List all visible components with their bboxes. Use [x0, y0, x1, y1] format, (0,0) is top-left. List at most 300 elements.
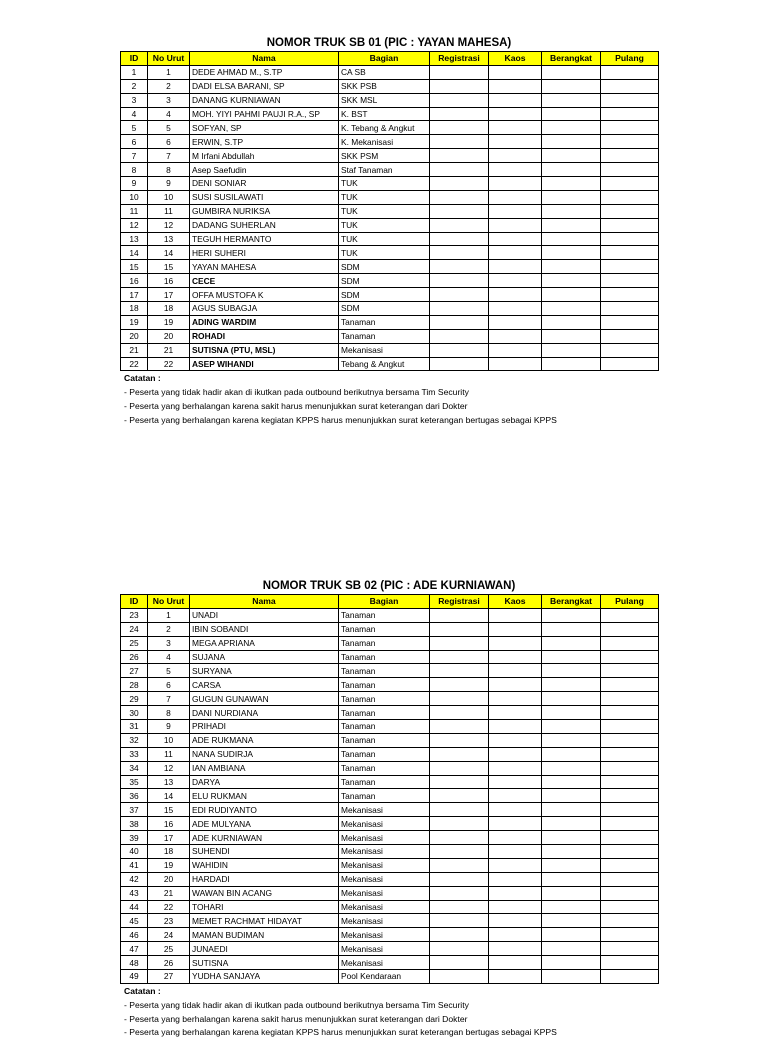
cell-kaos	[489, 858, 542, 872]
cell-berangkat	[542, 970, 601, 984]
cell-kaos	[489, 177, 542, 191]
cell-berangkat	[542, 956, 601, 970]
truck-section-1	[0, 36, 768, 428]
cell-pulang	[601, 706, 659, 720]
cell-berangkat	[542, 204, 601, 218]
cell-id: 20	[121, 329, 148, 343]
cell-pulang	[601, 121, 659, 135]
cell-kaos	[489, 970, 542, 984]
cell-no-urut: 14	[148, 246, 190, 260]
truck-section-2	[0, 579, 768, 1040]
cell-registrasi	[430, 288, 489, 302]
cell-nama: PRIHADI	[190, 720, 339, 734]
cell-no-urut: 8	[148, 163, 190, 177]
cell-kaos	[489, 872, 542, 886]
cell-registrasi	[430, 720, 489, 734]
cell-berangkat	[542, 650, 601, 664]
cell-kaos	[489, 692, 542, 706]
cell-bagian: K. Mekanisasi	[339, 135, 430, 149]
section-title: NOMOR TRUK SB 01 (PIC : YAYAN MAHESA)	[266, 37, 512, 49]
participant-table	[120, 594, 659, 984]
cell-id: 19	[121, 315, 148, 329]
cell-registrasi	[430, 622, 489, 636]
cell-pulang	[601, 288, 659, 302]
cell-no-urut: 18	[148, 302, 190, 316]
table-row	[121, 928, 659, 942]
cell-registrasi	[430, 93, 489, 107]
cell-pulang	[601, 942, 659, 956]
note-item: - Peserta yang tidak hadir akan di ikutkan pada outbound berikutnya bersama Tim Security	[124, 387, 469, 398]
cell-nama: NANA SUDIRJA	[190, 747, 339, 761]
cell-registrasi	[430, 218, 489, 232]
cell-pulang	[601, 956, 659, 970]
cell-no-urut: 3	[148, 636, 190, 650]
table-row	[121, 872, 659, 886]
cell-nama: DARYA	[190, 775, 339, 789]
table-row	[121, 942, 659, 956]
cell-bagian: Tanaman	[339, 720, 430, 734]
cell-bagian: Mekanisasi	[339, 886, 430, 900]
cell-pulang	[601, 775, 659, 789]
cell-registrasi	[430, 636, 489, 650]
cell-no-urut: 1	[148, 65, 190, 79]
cell-no-urut: 4	[148, 107, 190, 121]
cell-no-urut: 2	[148, 79, 190, 93]
cell-bagian: Mekanisasi	[339, 343, 430, 357]
cell-no-urut: 22	[148, 357, 190, 371]
cell-no-urut: 3	[148, 93, 190, 107]
cell-registrasi	[430, 831, 489, 845]
cell-kaos	[489, 928, 542, 942]
cell-pulang	[601, 970, 659, 984]
section-title: NOMOR TRUK SB 02 (PIC : ADE KURNIAWAN)	[262, 580, 516, 592]
cell-pulang	[601, 107, 659, 121]
cell-registrasi	[430, 190, 489, 204]
cell-no-urut: 6	[148, 135, 190, 149]
cell-berangkat	[542, 357, 601, 371]
cell-registrasi	[430, 664, 489, 678]
table-row	[121, 65, 659, 79]
cell-nama: MEMET RACHMAT HIDAYAT	[190, 914, 339, 928]
cell-kaos	[489, 733, 542, 747]
cell-id: 6	[121, 135, 148, 149]
cell-nama: M Irfani Abdullah	[190, 149, 339, 163]
cell-berangkat	[542, 817, 601, 831]
table-row	[121, 163, 659, 177]
cell-id: 49	[121, 970, 148, 984]
cell-bagian: K. BST	[339, 107, 430, 121]
cell-registrasi	[430, 914, 489, 928]
cell-bagian: Tanaman	[339, 789, 430, 803]
cell-bagian: Mekanisasi	[339, 914, 430, 928]
cell-berangkat	[542, 121, 601, 135]
cell-registrasi	[430, 942, 489, 956]
cell-no-urut: 16	[148, 817, 190, 831]
cell-berangkat	[542, 775, 601, 789]
column-header-no-urut: No Urut	[148, 52, 190, 66]
cell-registrasi	[430, 747, 489, 761]
cell-pulang	[601, 608, 659, 622]
cell-berangkat	[542, 608, 601, 622]
cell-id: 10	[121, 190, 148, 204]
cell-berangkat	[542, 93, 601, 107]
cell-registrasi	[430, 329, 489, 343]
cell-registrasi	[430, 302, 489, 316]
cell-no-urut: 17	[148, 831, 190, 845]
cell-nama: GUMBIRA NURIKSA	[190, 204, 339, 218]
cell-berangkat	[542, 79, 601, 93]
cell-pulang	[601, 872, 659, 886]
cell-nama: DEDE AHMAD M., S.TP	[190, 65, 339, 79]
cell-id: 18	[121, 302, 148, 316]
table-row	[121, 135, 659, 149]
cell-kaos	[489, 608, 542, 622]
cell-bagian: SKK MSL	[339, 93, 430, 107]
cell-id: 11	[121, 204, 148, 218]
cell-berangkat	[542, 747, 601, 761]
cell-pulang	[601, 761, 659, 775]
cell-kaos	[489, 622, 542, 636]
table-row	[121, 246, 659, 260]
cell-bagian: TUK	[339, 204, 430, 218]
cell-registrasi	[430, 315, 489, 329]
column-header-kaos: Kaos	[489, 595, 542, 609]
cell-kaos	[489, 204, 542, 218]
cell-nama: SUTISNA (PTU, MSL)	[190, 343, 339, 357]
cell-kaos	[489, 302, 542, 316]
cell-nama: YUDHA SANJAYA	[190, 970, 339, 984]
cell-pulang	[601, 900, 659, 914]
cell-nama: WAWAN BIN ACANG	[190, 886, 339, 900]
cell-registrasi	[430, 163, 489, 177]
cell-no-urut: 8	[148, 706, 190, 720]
cell-registrasi	[430, 65, 489, 79]
cell-no-urut: 10	[148, 733, 190, 747]
cell-kaos	[489, 664, 542, 678]
cell-id: 37	[121, 803, 148, 817]
notes	[124, 372, 768, 427]
cell-kaos	[489, 246, 542, 260]
cell-nama: EDI RUDIYANTO	[190, 803, 339, 817]
cell-id: 35	[121, 775, 148, 789]
table-row	[121, 107, 659, 121]
cell-bagian: Mekanisasi	[339, 817, 430, 831]
cell-id: 31	[121, 720, 148, 734]
cell-berangkat	[542, 678, 601, 692]
cell-bagian: Mekanisasi	[339, 900, 430, 914]
cell-id: 5	[121, 121, 148, 135]
cell-no-urut: 15	[148, 803, 190, 817]
cell-registrasi	[430, 204, 489, 218]
cell-berangkat	[542, 733, 601, 747]
cell-nama: TEGUH HERMANTO	[190, 232, 339, 246]
cell-berangkat	[542, 622, 601, 636]
cell-berangkat	[542, 789, 601, 803]
table-row	[121, 274, 659, 288]
cell-no-urut: 17	[148, 288, 190, 302]
cell-kaos	[489, 831, 542, 845]
cell-no-urut: 15	[148, 260, 190, 274]
cell-id: 45	[121, 914, 148, 928]
cell-no-urut: 24	[148, 928, 190, 942]
cell-nama: IAN AMBIANA	[190, 761, 339, 775]
cell-nama: MEGA APRIANA	[190, 636, 339, 650]
cell-registrasi	[430, 817, 489, 831]
cell-nama: HARDADI	[190, 872, 339, 886]
cell-pulang	[601, 232, 659, 246]
cell-bagian: TUK	[339, 177, 430, 191]
note-item: - Peserta yang tidak hadir akan di ikutkan pada outbound berikutnya bersama Tim Security	[124, 999, 469, 1010]
table-row	[121, 329, 659, 343]
cell-registrasi	[430, 775, 489, 789]
cell-id: 17	[121, 288, 148, 302]
cell-pulang	[601, 650, 659, 664]
cell-no-urut: 2	[148, 622, 190, 636]
cell-registrasi	[430, 608, 489, 622]
cell-id: 47	[121, 942, 148, 956]
cell-nama: SUHENDI	[190, 845, 339, 859]
cell-nama: MAMAN BUDIMAN	[190, 928, 339, 942]
table-row	[121, 858, 659, 872]
cell-nama: ERWIN, S.TP	[190, 135, 339, 149]
cell-berangkat	[542, 900, 601, 914]
cell-no-urut: 22	[148, 900, 190, 914]
cell-id: 28	[121, 678, 148, 692]
cell-registrasi	[430, 886, 489, 900]
cell-no-urut: 21	[148, 886, 190, 900]
column-header-pulang: Pulang	[601, 52, 659, 66]
cell-no-urut: 23	[148, 914, 190, 928]
cell-pulang	[601, 343, 659, 357]
table-row	[121, 357, 659, 371]
cell-pulang	[601, 274, 659, 288]
cell-no-urut: 16	[148, 274, 190, 288]
cell-no-urut: 12	[148, 761, 190, 775]
table-row	[121, 706, 659, 720]
cell-registrasi	[430, 135, 489, 149]
cell-berangkat	[542, 636, 601, 650]
cell-berangkat	[542, 928, 601, 942]
cell-id: 32	[121, 733, 148, 747]
cell-id: 23	[121, 608, 148, 622]
cell-berangkat	[542, 190, 601, 204]
cell-registrasi	[430, 121, 489, 135]
cell-pulang	[601, 302, 659, 316]
cell-kaos	[489, 720, 542, 734]
cell-no-urut: 5	[148, 664, 190, 678]
cell-registrasi	[430, 79, 489, 93]
column-header-nama: Nama	[190, 52, 339, 66]
cell-nama: GUGUN GUNAWAN	[190, 692, 339, 706]
cell-kaos	[489, 845, 542, 859]
cell-bagian: Mekanisasi	[339, 872, 430, 886]
cell-id: 27	[121, 664, 148, 678]
cell-bagian: SDM	[339, 302, 430, 316]
cell-bagian: Mekanisasi	[339, 942, 430, 956]
cell-bagian: TUK	[339, 246, 430, 260]
cell-berangkat	[542, 288, 601, 302]
table-row	[121, 288, 659, 302]
cell-nama: CECE	[190, 274, 339, 288]
column-header-bagian: Bagian	[339, 595, 430, 609]
table-body	[121, 608, 659, 983]
cell-kaos	[489, 232, 542, 246]
cell-nama: TOHARI	[190, 900, 339, 914]
cell-kaos	[489, 288, 542, 302]
cell-registrasi	[430, 803, 489, 817]
cell-berangkat	[542, 886, 601, 900]
cell-pulang	[601, 65, 659, 79]
note-item: - Peserta yang berhalangan karena kegiatan KPPS harus menunjukkan surat keterangan bertugas sebagai KPPS	[124, 1027, 557, 1038]
cell-pulang	[601, 149, 659, 163]
cell-pulang	[601, 204, 659, 218]
table-row	[121, 747, 659, 761]
table-row	[121, 692, 659, 706]
cell-pulang	[601, 817, 659, 831]
cell-id: 40	[121, 845, 148, 859]
cell-berangkat	[542, 803, 601, 817]
cell-kaos	[489, 79, 542, 93]
cell-pulang	[601, 720, 659, 734]
cell-kaos	[489, 817, 542, 831]
cell-id: 39	[121, 831, 148, 845]
cell-nama: ADING WARDIM	[190, 315, 339, 329]
cell-id: 9	[121, 177, 148, 191]
cell-id: 13	[121, 232, 148, 246]
cell-pulang	[601, 93, 659, 107]
cell-registrasi	[430, 956, 489, 970]
cell-id: 42	[121, 872, 148, 886]
cell-kaos	[489, 914, 542, 928]
cell-nama: HERI SUHERI	[190, 246, 339, 260]
cell-registrasi	[430, 650, 489, 664]
cell-bagian: Tanaman	[339, 636, 430, 650]
cell-bagian: Tanaman	[339, 775, 430, 789]
cell-registrasi	[430, 872, 489, 886]
cell-registrasi	[430, 845, 489, 859]
note-item: - Peserta yang berhalangan karena kegiatan KPPS harus menunjukkan surat keterangan bertugas sebagai KPPS	[124, 414, 557, 425]
table-row	[121, 733, 659, 747]
cell-bagian: Tanaman	[339, 608, 430, 622]
cell-registrasi	[430, 858, 489, 872]
table-row	[121, 149, 659, 163]
cell-nama: DANANG KURNIAWAN	[190, 93, 339, 107]
cell-registrasi	[430, 149, 489, 163]
cell-bagian: Tanaman	[339, 664, 430, 678]
cell-nama: WAHIDIN	[190, 858, 339, 872]
cell-berangkat	[542, 260, 601, 274]
cell-no-urut: 27	[148, 970, 190, 984]
cell-nama: ADE KURNIAWAN	[190, 831, 339, 845]
cell-registrasi	[430, 761, 489, 775]
cell-no-urut: 18	[148, 845, 190, 859]
cell-nama: ROHADI	[190, 329, 339, 343]
cell-pulang	[601, 622, 659, 636]
cell-no-urut: 20	[148, 872, 190, 886]
cell-nama: DADANG SUHERLAN	[190, 218, 339, 232]
cell-no-urut: 11	[148, 204, 190, 218]
cell-pulang	[601, 329, 659, 343]
cell-bagian: Tebang & Angkut	[339, 357, 430, 371]
cell-id: 7	[121, 149, 148, 163]
cell-id: 48	[121, 956, 148, 970]
cell-registrasi	[430, 177, 489, 191]
cell-nama: SOFYAN, SP	[190, 121, 339, 135]
cell-berangkat	[542, 302, 601, 316]
table-row	[121, 720, 659, 734]
table-row	[121, 204, 659, 218]
cell-nama: IBIN SOBANDI	[190, 622, 339, 636]
cell-id: 34	[121, 761, 148, 775]
cell-id: 4	[121, 107, 148, 121]
cell-kaos	[489, 706, 542, 720]
cell-id: 14	[121, 246, 148, 260]
cell-kaos	[489, 900, 542, 914]
cell-bagian: TUK	[339, 232, 430, 246]
cell-nama: DENI SONIAR	[190, 177, 339, 191]
cell-no-urut: 11	[148, 747, 190, 761]
cell-berangkat	[542, 343, 601, 357]
cell-pulang	[601, 789, 659, 803]
cell-nama: Asep Saefudin	[190, 163, 339, 177]
cell-pulang	[601, 928, 659, 942]
cell-berangkat	[542, 720, 601, 734]
table-row	[121, 678, 659, 692]
cell-no-urut: 13	[148, 232, 190, 246]
cell-bagian: Tanaman	[339, 747, 430, 761]
cell-pulang	[601, 678, 659, 692]
table-row	[121, 177, 659, 191]
column-header-id: ID	[121, 52, 148, 66]
cell-bagian: Tanaman	[339, 692, 430, 706]
table-row	[121, 789, 659, 803]
note-item: - Peserta yang berhalangan karena sakit harus menunjukkan surat keterangan dari Dokter	[124, 401, 468, 412]
cell-nama: ADE RUKMANA	[190, 733, 339, 747]
cell-no-urut: 13	[148, 775, 190, 789]
table-row	[121, 260, 659, 274]
table-row	[121, 121, 659, 135]
cell-berangkat	[542, 329, 601, 343]
cell-berangkat	[542, 177, 601, 191]
cell-pulang	[601, 747, 659, 761]
table-row	[121, 845, 659, 859]
cell-pulang	[601, 733, 659, 747]
cell-registrasi	[430, 678, 489, 692]
cell-nama: CARSA	[190, 678, 339, 692]
table-row	[121, 664, 659, 678]
cell-berangkat	[542, 135, 601, 149]
cell-kaos	[489, 747, 542, 761]
column-header-registrasi: Registrasi	[430, 52, 489, 66]
cell-kaos	[489, 789, 542, 803]
cell-pulang	[601, 190, 659, 204]
cell-registrasi	[430, 692, 489, 706]
cell-berangkat	[542, 246, 601, 260]
cell-bagian: Tanaman	[339, 329, 430, 343]
cell-id: 2	[121, 79, 148, 93]
cell-no-urut: 19	[148, 858, 190, 872]
cell-kaos	[489, 343, 542, 357]
table-header-row	[121, 52, 659, 66]
cell-no-urut: 12	[148, 218, 190, 232]
cell-bagian: TUK	[339, 190, 430, 204]
table-row	[121, 761, 659, 775]
cell-nama: JUNAEDI	[190, 942, 339, 956]
cell-nama: YAYAN MAHESA	[190, 260, 339, 274]
cell-kaos	[489, 775, 542, 789]
cell-kaos	[489, 274, 542, 288]
cell-no-urut: 10	[148, 190, 190, 204]
